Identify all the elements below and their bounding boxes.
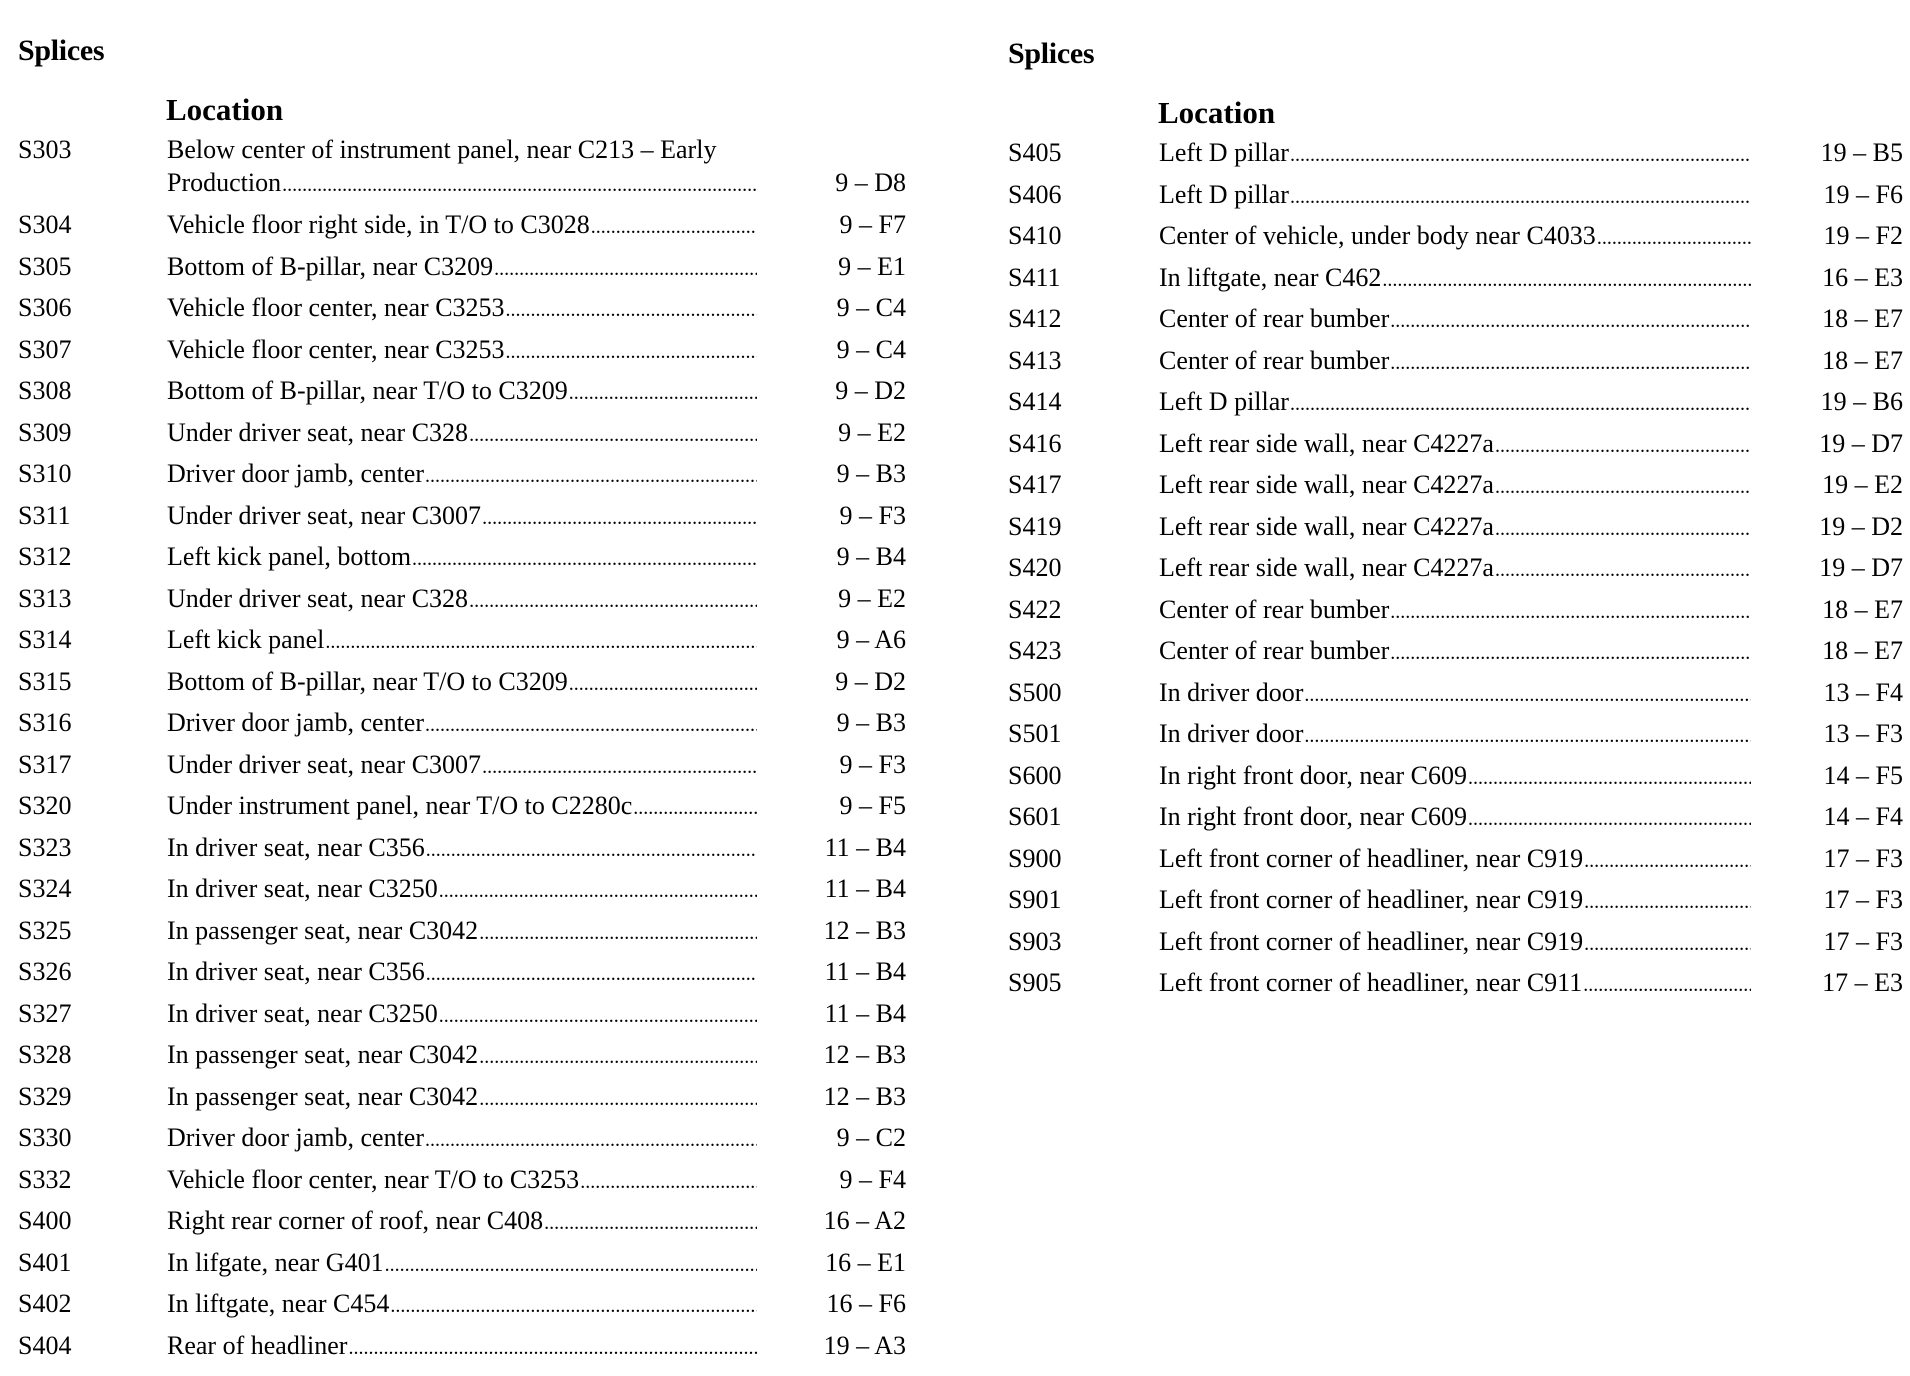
leader-dots [469,585,757,618]
splice-id: S317 [18,749,72,779]
splice-location: Bottom of B-pillar, near T/O to C3209 [167,376,568,405]
splice-id: S400 [18,1206,72,1235]
splice-reference: 16 – E1 [825,1247,906,1277]
leader-dots [482,751,757,784]
leader-dots [1584,886,1751,919]
splice-location: Left kick panel, bottom [167,542,412,571]
leader-dots [1304,720,1751,753]
splice-reference: 12 – B3 [823,1081,906,1111]
splice-id: S312 [18,542,72,571]
leader-dots [1390,637,1751,670]
splice-location: Left rear side wall, near C4227a [1159,553,1494,582]
splice-location: In driver door [1159,677,1304,707]
splice-id: S414 [1008,387,1062,416]
splice-reference: 17 – F3 [1823,926,1903,956]
splice-location: Center of vehicle, under body near C4033 [1159,221,1596,250]
splice-id: S324 [18,874,72,903]
splice-reference: 9 – E1 [838,251,906,281]
splice-location: Vehicle floor center, near C3253 [167,293,505,322]
leader-dots [580,1166,757,1199]
splice-id: S306 [18,293,72,322]
splice-location: In liftgate, near C462 [1159,262,1382,292]
splice-location: Under driver seat, near C328 [167,583,469,613]
leader-dots [591,211,757,244]
leader-dots [1304,679,1751,712]
splice-location: Center of rear bumber [1159,594,1390,624]
leader-dots [1468,803,1751,836]
splice-reference: 9 – F7 [839,210,906,239]
splice-location: Left front corner of headliner, near C919 [1159,885,1584,914]
leader-dots [1390,347,1751,380]
splice-reference: 19 – F2 [1823,221,1903,250]
leader-dots [1495,430,1751,463]
leader-dots [1390,596,1751,629]
splice-reference: 9 – F4 [839,1164,906,1194]
splice-location: In passenger seat, near C3042 [167,915,479,945]
leader-dots [633,792,757,825]
splice-id: S412 [1008,304,1062,333]
splice-id: S332 [18,1164,72,1194]
leader-dots [1495,471,1751,504]
splice-reference: 17 – E3 [1822,968,1903,997]
splice-id: S405 [1008,138,1062,167]
splice-reference: 9 – D2 [835,376,906,405]
leader-dots [506,294,757,327]
splice-location: Left front corner of headliner, near C919 [1159,926,1584,956]
splice-id: S307 [18,334,72,364]
splice-id: S500 [1008,677,1062,707]
splice-location: Left front corner of headliner, near C919 [1159,843,1584,873]
splice-reference: 14 – F5 [1823,760,1903,790]
leader-dots [1495,513,1751,546]
splice-reference: 9 – B4 [836,542,906,571]
splice-reference: 17 – F3 [1823,843,1903,873]
leader-dots [494,253,757,286]
splice-id: S423 [1008,636,1062,665]
splice-location: Vehicle floor center, near C3253 [167,334,505,364]
splice-location: Left rear side wall, near C4227a [1159,428,1494,458]
leader-dots [479,1041,757,1074]
splice-reference: 19 – D7 [1819,428,1903,458]
leader-dots [426,834,757,867]
splice-reference: 19 – A3 [823,1330,906,1360]
leader-dots [569,377,757,410]
splice-id: S308 [18,376,72,405]
splice-id: S311 [18,500,71,530]
leader-dots [412,543,757,576]
splice-id: S601 [1008,802,1062,831]
leader-dots [1290,139,1751,172]
splice-location: Left front corner of headliner, near C911 [1159,968,1583,997]
splice-location: Left D pillar [1159,179,1289,209]
splice-location: In driver seat, near C356 [167,832,425,862]
splice-id: S315 [18,666,72,696]
splice-id: S326 [18,957,72,986]
splice-reference: 18 – E7 [1822,304,1903,333]
splice-reference: 9 – D8 [835,168,906,197]
leader-dots [1468,762,1751,795]
splice-location: In right front door, near C609 [1159,802,1468,831]
splice-id: S327 [18,998,72,1028]
leader-dots [325,626,757,659]
splice-reference: 16 – E3 [1822,262,1903,292]
splice-reference: 18 – E7 [1822,345,1903,375]
splice-location: In liftgate, near C454 [167,1289,390,1318]
splice-location: Under driver seat, near C328 [167,417,469,447]
splice-id: S328 [18,1040,72,1069]
splice-reference: 18 – E7 [1822,594,1903,624]
splice-location: In passenger seat, near C3042 [167,1040,479,1069]
splice-location: In lifgate, near G401 [167,1247,384,1277]
splice-location: In right front door, near C609 [1159,760,1468,790]
splice-reference: 19 – E2 [1822,470,1903,499]
splice-id: S410 [1008,221,1062,250]
splice-location: Driver door jamb, center [167,459,425,488]
splice-location: Driver door jamb, center [167,708,425,737]
leader-dots [1390,305,1751,338]
splice-location: In driver seat, near C3250 [167,874,438,903]
splice-reference: 17 – F3 [1823,885,1903,914]
splice-reference: 19 – B5 [1820,138,1903,167]
splice-location: In driver seat, near C3250 [167,998,438,1028]
leader-dots [482,502,757,535]
splice-reference: 19 – F6 [1823,179,1903,209]
splice-location: Center of rear bumber [1159,636,1390,665]
splice-id: S401 [18,1247,72,1277]
splice-id: S901 [1008,885,1062,914]
splice-reference: 18 – E7 [1822,636,1903,665]
leader-dots [426,958,757,991]
splice-id: S325 [18,915,72,945]
left-location-header: Location [166,92,284,127]
leader-dots [1290,388,1751,421]
splice-id: S600 [1008,760,1062,790]
splice-id: S330 [18,1123,72,1152]
leader-dots [479,1083,757,1116]
splice-id: S305 [18,251,72,281]
splice-reference: 19 – D2 [1819,511,1903,541]
splice-reference: 9 – A6 [836,625,906,654]
splice-location: Center of rear bumber [1159,345,1390,375]
splice-id: S309 [18,417,72,447]
splice-reference: 9 – F5 [839,791,906,820]
splice-id: S501 [1008,719,1062,748]
leader-dots [1290,181,1751,214]
leader-dots [479,917,757,950]
splice-reference: 9 – C4 [836,334,906,364]
splice-reference: 11 – B4 [824,832,906,862]
leader-dots [425,460,757,493]
leader-dots [1583,969,1751,1002]
splice-reference: 9 – F3 [839,500,906,530]
leader-dots [506,336,757,369]
splice-reference: 9 – F3 [839,749,906,779]
splice-reference: 11 – B4 [824,957,906,986]
splice-location: Vehicle floor center, near T/O to C3253 [167,1164,580,1194]
leader-dots [282,169,757,202]
splice-reference: 13 – F4 [1823,677,1903,707]
splice-reference: 12 – B3 [823,1040,906,1069]
splice-reference: 9 – C4 [836,293,906,322]
splice-id: S303 [18,135,72,164]
splice-location: Rear of headliner [167,1330,348,1360]
splice-location: Left D pillar [1159,387,1289,416]
splice-id: S422 [1008,594,1062,624]
splice-location: Left D pillar [1159,138,1289,167]
leader-dots [439,875,757,908]
splice-reference: 9 – E2 [838,583,906,613]
splice-id: S320 [18,791,72,820]
splice-reference: 12 – B3 [823,915,906,945]
leader-dots [469,419,757,452]
splice-location: Left rear side wall, near C4227a [1159,511,1494,541]
right-title: Splices [1008,37,1095,70]
leader-dots [390,1290,757,1323]
splice-reference: 16 – A2 [823,1206,906,1235]
splice-reference: 9 – B3 [836,459,906,488]
splice-id: S402 [18,1289,72,1318]
leader-dots [1597,222,1751,255]
leader-dots [425,1124,757,1157]
splice-id: S411 [1008,262,1061,292]
splice-id: S413 [1008,345,1062,375]
splice-location-cont: Production [167,168,282,197]
splice-reference: 11 – B4 [824,874,906,903]
splice-id: S314 [18,625,72,654]
splice-location: In driver seat, near C356 [167,957,425,986]
splice-location: Driver door jamb, center [167,1123,425,1152]
splice-location: Under driver seat, near C3007 [167,749,482,779]
splice-id: S420 [1008,553,1062,582]
splice-id: S417 [1008,470,1062,499]
right-location-header: Location [1158,95,1276,130]
splice-reference: 9 – C2 [836,1123,906,1152]
leader-dots [1584,845,1751,878]
splice-location: Center of rear bumber [1159,304,1390,333]
leader-dots [569,668,757,701]
splice-id: S416 [1008,428,1062,458]
leader-dots [1584,928,1751,961]
splice-id: S900 [1008,843,1062,873]
splice-reference: 9 – E2 [838,417,906,447]
splice-id: S404 [18,1330,72,1360]
splice-id: S905 [1008,968,1062,997]
splice-location: Under instrument panel, near T/O to C2280c [167,791,633,820]
leader-dots [544,1207,757,1240]
leader-dots [1495,554,1751,587]
splice-id: S406 [1008,179,1062,209]
splice-location: Right rear corner of roof, near C408 [167,1206,544,1235]
splice-id: S903 [1008,926,1062,956]
splice-id: S304 [18,210,72,239]
splice-id: S313 [18,583,72,613]
left-title: Splices [18,34,105,67]
leader-dots [1382,264,1751,297]
splice-location: In passenger seat, near C3042 [167,1081,479,1111]
splice-location: Bottom of B-pillar, near C3209 [167,251,494,281]
splice-location: Bottom of B-pillar, near T/O to C3209 [167,666,568,696]
splice-reference: 9 – B3 [836,708,906,737]
splice-id: S329 [18,1081,72,1111]
leader-dots [385,1249,757,1282]
splice-reference: 19 – B6 [1820,387,1903,416]
splice-location: Vehicle floor right side, in T/O to C3028 [167,210,590,239]
splice-reference: 11 – B4 [824,998,906,1028]
splice-id: S316 [18,708,72,737]
splice-id: S419 [1008,511,1062,541]
splice-reference: 14 – F4 [1823,802,1903,831]
splice-reference: 16 – F6 [826,1289,906,1318]
splice-location: Under driver seat, near C3007 [167,500,482,530]
splice-reference: 19 – D7 [1819,553,1903,582]
splice-location: Below center of instrument panel, near C213 – Early [167,135,717,164]
splice-id: S310 [18,459,72,488]
splice-id: S323 [18,832,72,862]
splice-location: Left rear side wall, near C4227a [1159,470,1494,499]
splice-location: Left kick panel [167,625,325,654]
splice-location: In driver door [1159,719,1304,748]
leader-dots [348,1332,757,1365]
splice-reference: 13 – F3 [1823,719,1903,748]
splice-reference: 9 – D2 [835,666,906,696]
leader-dots [425,709,757,742]
leader-dots [439,1000,757,1033]
